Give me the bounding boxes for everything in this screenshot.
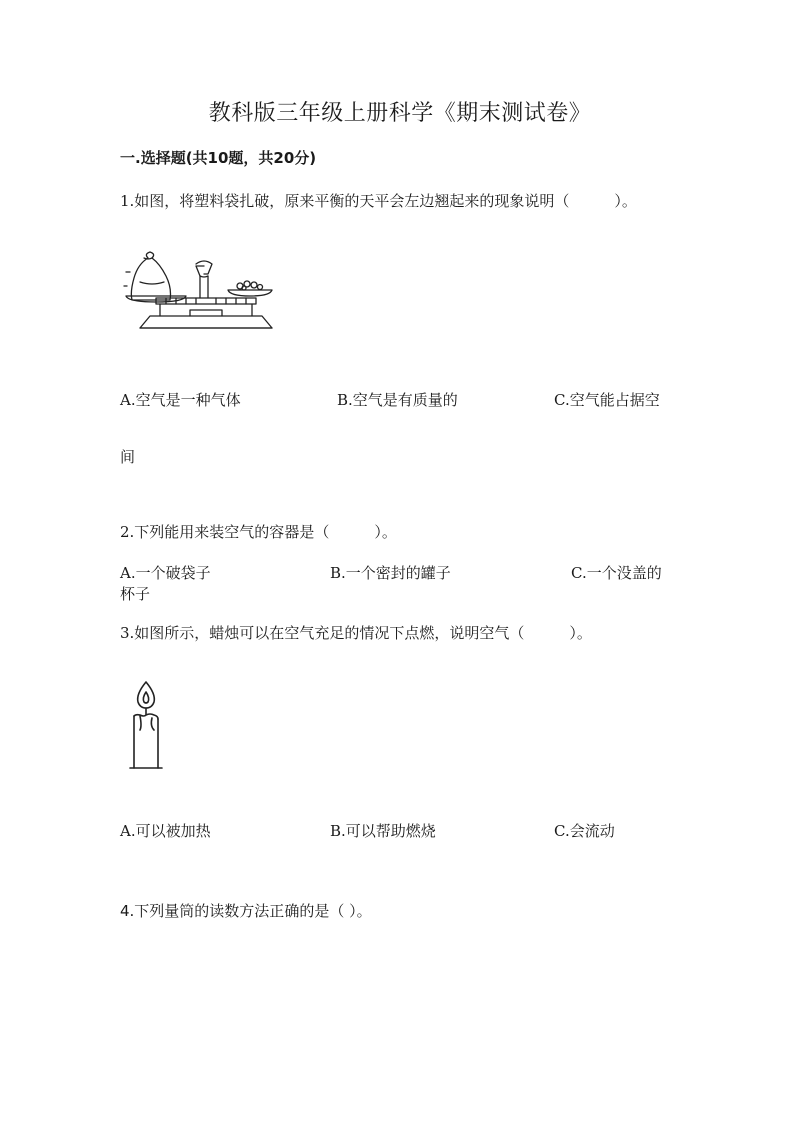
question-2-option-c-wrap: 杯子 [120, 585, 151, 603]
question-3-option-a: A.可以被加热 [120, 822, 211, 840]
question-2-option-b: B.一个密封的罐子 [330, 564, 451, 582]
page-title: 教科版三年级上册科学《期末测试卷》 [208, 101, 592, 126]
question-1-option-c: C.空气能占据空 [554, 391, 660, 409]
question-2-stem: 2.下列能用来装空气的容器是（ ）。 [120, 523, 397, 541]
question-3-option-c: C.会流动 [554, 822, 615, 840]
question-1-option-c-wrap: 间 [120, 448, 136, 466]
candle-icon [126, 680, 166, 772]
question-1-option-a: A.空气是一种气体 [120, 391, 241, 409]
question-4-stem: 4.下列量筒的读数方法正确的是（ ）。 [120, 902, 372, 920]
question-1-stem: 1.如图，将塑料袋扎破，原来平衡的天平会左边翘起来的现象说明（ ）。 [120, 192, 637, 210]
balance-scale-icon [120, 242, 280, 342]
question-2-option-a: A.一个破袋子 [120, 564, 211, 582]
question-2-option-c: C.一个没盖的 [571, 564, 662, 582]
question-3-option-b: B.可以帮助燃烧 [330, 822, 436, 840]
question-3-stem: 3.如图所示，蜡烛可以在空气充足的情况下点燃，说明空气（ ）。 [120, 624, 592, 642]
question-1-option-b: B.空气是有质量的 [337, 391, 458, 409]
section-header: 一.选择题(共10题，共20分) [120, 149, 317, 167]
